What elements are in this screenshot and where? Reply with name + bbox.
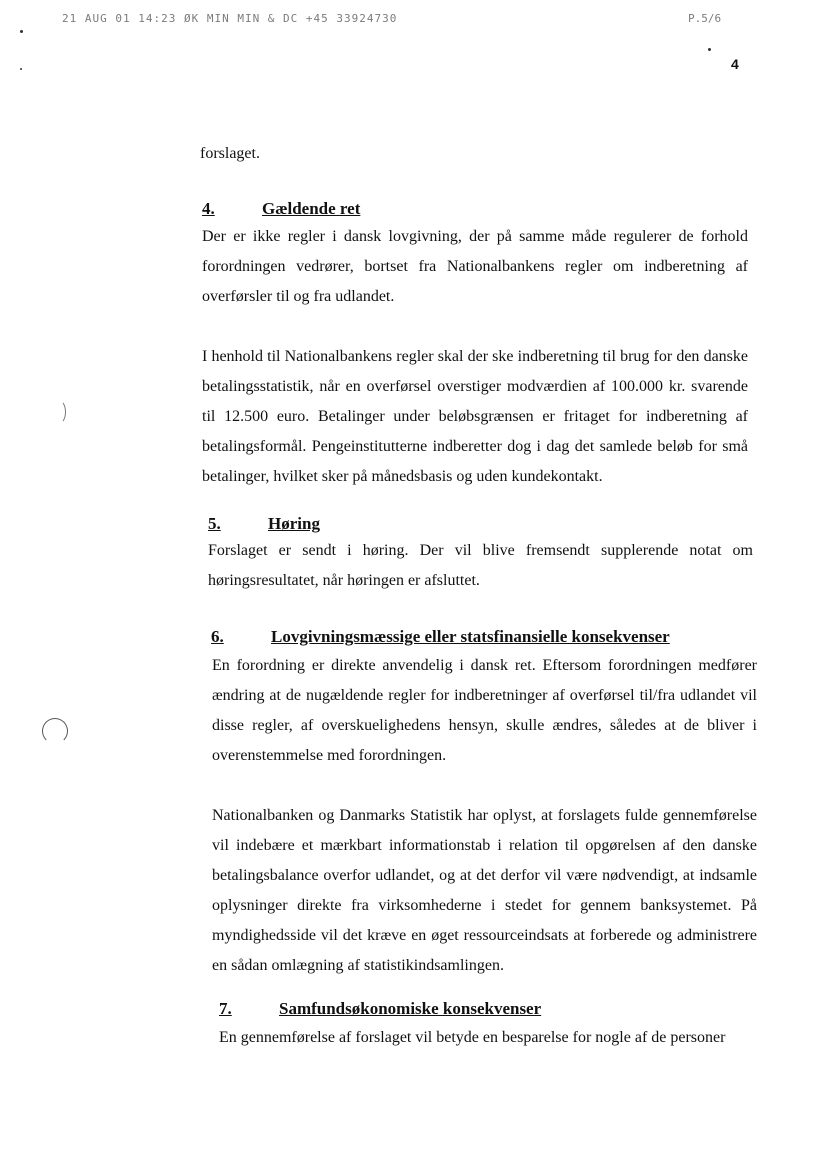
section-title: Samfundsøkonomiske konsekvenser xyxy=(279,999,542,1018)
fax-transmission-header: 21 AUG 01 14:23 ØK MIN MIN & DC +45 33924730 xyxy=(62,12,398,25)
section-heading-5 xyxy=(208,514,320,534)
paragraph: Der er ikke regler i dansk lovgivning, der på samme måde regulerer de forhold forordningen vedrører, bortset fra Nationalbankens regler om indberetning af overførsler til og fra udlandet. xyxy=(202,228,748,305)
scan-speck xyxy=(20,68,22,70)
section-number: 6. xyxy=(211,627,224,646)
section-number: 5. xyxy=(208,514,221,533)
section-title: Lovgivningsmæssige eller statsfinansielle konsekvenser xyxy=(271,627,670,646)
section-title: Høring xyxy=(268,514,320,533)
section-heading-4 xyxy=(202,199,360,219)
paragraph: I henhold til Nationalbankens regler skal der ske indberetning til brug for den danske betalingsstatistik, når en overførsel overstiger modværdien af 100.000 kr. svarende til 12.500 euro. Betalinger under beløbsgrænsen er fritaget for indberetning af betalingsformål. Pengeinstitutterne indberetter dog i dag det samlede beløb for små betalinger, hvilket sker på månedsbasis og uden kundekontakt. xyxy=(202,348,748,485)
section-body-7 xyxy=(219,1023,779,1053)
section-body-4 xyxy=(202,222,748,492)
punch-hole-mark xyxy=(42,718,68,744)
scan-speck xyxy=(708,48,711,51)
paragraph: En forordning er direkte anvendelig i dansk ret. Eftersom forordningen medfører ændring at de nugældende regler for indberetninger af overførsel til/fra udlandet vil disse regler, af overskuelighedens hensyn, skulle ændres, således at de bliver i overenstemmelse med forordningen. xyxy=(212,657,757,764)
paragraph: Nationalbanken og Danmarks Statistik har oplyst, at forslagets fulde gennemførelse vil indebære et mærkbart informationstab i relation til opgørelsen af den danske betalingsbalance overfor udlandet, og at det derfor vil være nødvendigt, at indsamle oplysninger direkte fra virksomhederne i stedet for gennem banksystemet. På myndighedsside vil det kræve en øget ressourceindsats at forberede og administrere en sådan omlægning af statistikindsamlingen. xyxy=(212,807,757,974)
section-heading-7 xyxy=(219,999,541,1019)
punch-hole-mark xyxy=(52,400,66,424)
intro-text: forslaget. xyxy=(200,145,260,162)
section-body-5 xyxy=(208,536,753,596)
paragraph: En gennemførelse af forslaget vil betyde en besparelse for nogle af de personer xyxy=(219,1029,726,1046)
section-heading-6 xyxy=(211,627,670,647)
section-title: Gældende ret xyxy=(262,199,361,218)
page-number: 4 xyxy=(731,56,739,72)
fax-page-reference: P.5/6 xyxy=(688,12,722,25)
section-number: 4. xyxy=(202,199,215,218)
section-number: 7. xyxy=(219,999,232,1018)
scan-speck xyxy=(20,30,23,33)
section-body-6 xyxy=(212,651,757,981)
paragraph: Forslaget er sendt i høring. Der vil blive fremsendt supplerende notat om høringsresultatet, når høringen er afsluttet. xyxy=(208,542,753,589)
